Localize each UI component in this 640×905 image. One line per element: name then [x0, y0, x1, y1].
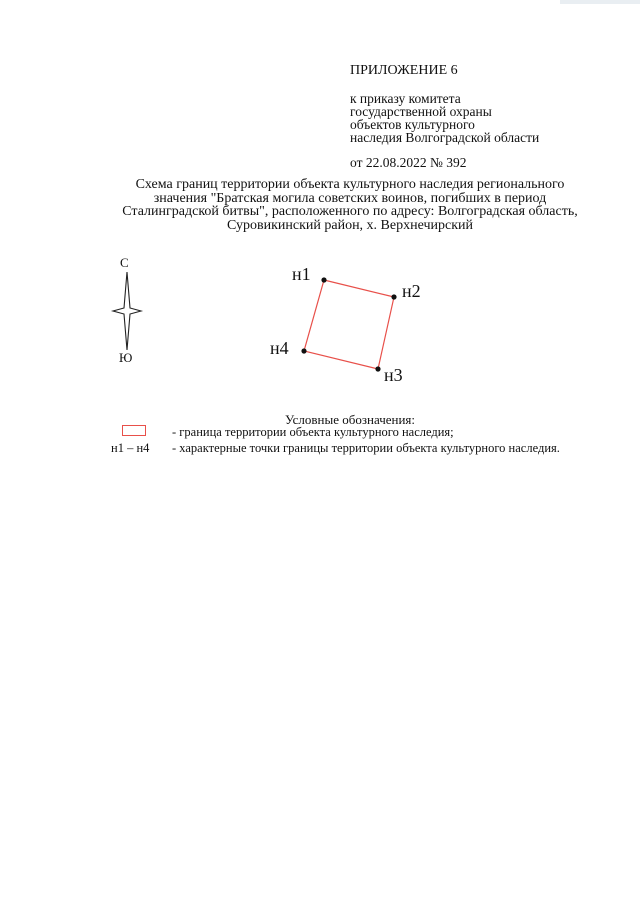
compass-north-label: С — [120, 255, 129, 270]
legend-points-text: - характерные точки границы территории объекта культурного наследия. — [172, 441, 560, 455]
scan-edge-mark — [560, 0, 640, 4]
scheme-title-line: Схема границ территории объекта культурного наследия регионального — [135, 177, 565, 192]
boundary-point-n2 — [391, 294, 396, 299]
boundary-point-n1 — [321, 277, 326, 282]
order-line: к приказу комитета — [350, 91, 461, 106]
legend-title: Условные обозначения: — [284, 412, 416, 427]
legend-boundary-text: - граница территории объекта культурного наследия; — [172, 425, 454, 439]
order-line: государственной охраны — [350, 104, 492, 119]
scheme-title-line: значения "Братская могила советских воинов, погибших в период — [153, 190, 547, 206]
boundary-scheme — [260, 255, 440, 395]
boundary-polygon — [304, 280, 394, 369]
order-line: объектов культурного — [350, 117, 475, 132]
order-line: наследия Волгоградской области — [350, 130, 540, 145]
point-label-n3: н3 — [384, 365, 403, 385]
point-label-n1: н1 — [292, 264, 311, 284]
point-label-n4: н4 — [270, 338, 289, 358]
appendix-title: ПРИЛОЖЕНИЕ 6 — [350, 63, 458, 78]
boundary-point-n4 — [301, 348, 306, 353]
scheme-title-line: Суровикинский район, х. Верхнечирский — [226, 217, 474, 233]
order-date: от 22.08.2022 № 392 — [350, 155, 467, 170]
compass-south-label: Ю — [119, 350, 133, 365]
legend-points-label: н1 – н4 — [111, 441, 150, 455]
compass-icon — [110, 270, 144, 352]
point-label-n2: н2 — [402, 281, 421, 301]
scheme-title-line: Сталинградской битвы", расположенного по адресу: Волгоградская область, — [122, 204, 578, 219]
boundary-point-n3 — [375, 366, 380, 371]
legend-boundary-swatch — [122, 425, 146, 436]
scheme-title — [60, 178, 640, 232]
order-reference — [350, 92, 539, 144]
